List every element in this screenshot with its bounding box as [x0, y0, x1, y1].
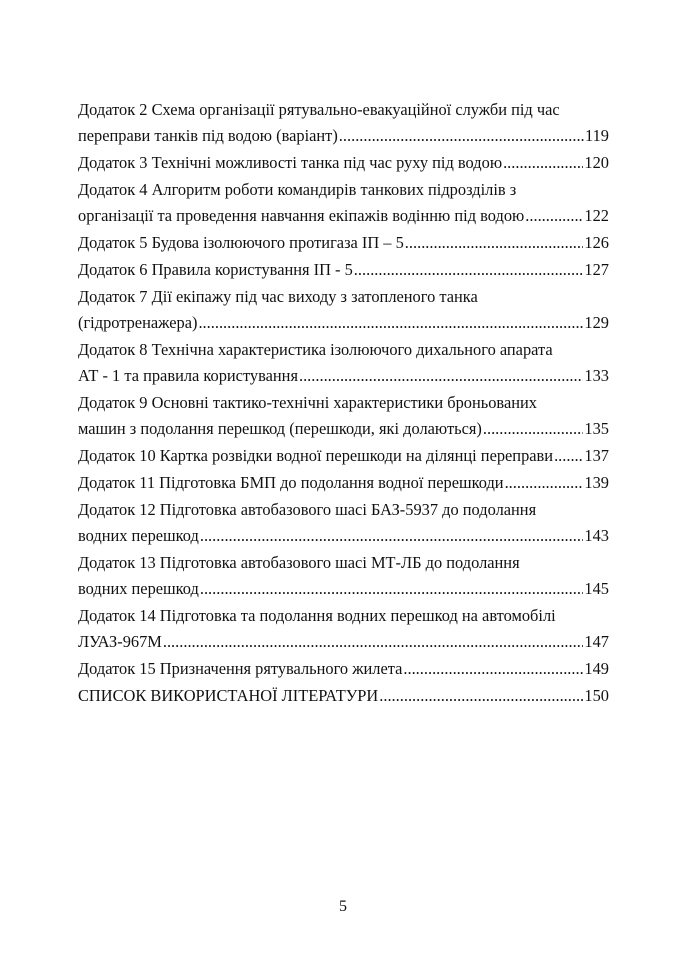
- toc-entry-last-line: [78, 310, 609, 336]
- toc-entry-page: 119: [585, 126, 609, 145]
- toc-entry-last-line: [78, 629, 609, 655]
- toc-entry-page: 139: [584, 473, 609, 492]
- toc-entry-text: організації та проведення навчання екіпажів водінню під водою: [78, 206, 525, 225]
- toc-entry[interactable]: [78, 550, 609, 602]
- toc-entry-last-line: [78, 576, 609, 602]
- toc-entry[interactable]: [78, 656, 609, 682]
- dot-leader: [379, 683, 583, 709]
- toc-entry-last-line: [78, 656, 609, 682]
- toc-entry-text: Додаток 6 Правила користування ІП - 5: [78, 260, 353, 279]
- toc-entry-text: Додаток 2 Схема організації рятувально-евакуаційної служби під час: [78, 100, 560, 119]
- toc-entry-page: 126: [584, 233, 609, 252]
- dot-leader: [554, 443, 583, 469]
- toc-entry-text: водних перешкод: [78, 579, 199, 598]
- toc-entry-text: СПИСОК ВИКОРИСТАНОЇ ЛІТЕРАТУРИ: [78, 686, 379, 705]
- toc-entry-last-line: [78, 230, 609, 256]
- toc-entry[interactable]: [78, 497, 609, 549]
- dot-leader: [405, 230, 584, 256]
- toc-entry[interactable]: [78, 97, 609, 149]
- toc-entry-text: Додаток 8 Технічна характеристика ізолюючого дихального апарата: [78, 340, 553, 359]
- dot-leader: [198, 310, 583, 336]
- table-of-contents: [78, 97, 609, 710]
- toc-entry[interactable]: [78, 177, 609, 229]
- toc-entry-page: 143: [584, 526, 609, 545]
- toc-entry-page: 149: [584, 659, 609, 678]
- toc-entry-page: 137: [584, 446, 609, 465]
- toc-entry-last-line: [78, 470, 609, 496]
- toc-entry[interactable]: [78, 284, 609, 336]
- toc-entry[interactable]: [78, 150, 609, 176]
- toc-entry-page: 135: [584, 419, 609, 438]
- toc-entry-last-line: [78, 257, 609, 283]
- toc-entry[interactable]: [78, 683, 609, 709]
- dot-leader: [299, 363, 583, 389]
- page-number: 5: [339, 898, 347, 915]
- toc-entry-last-line: [78, 443, 609, 469]
- toc-entry[interactable]: [78, 603, 609, 655]
- toc-entry-text: Додаток 4 Алгоритм роботи командирів танкових підрозділів з: [78, 180, 517, 199]
- toc-entry-page: 147: [584, 632, 609, 651]
- toc-entry[interactable]: [78, 470, 609, 496]
- toc-entry-last-line: [78, 416, 609, 442]
- toc-entry-last-line: [78, 683, 609, 709]
- toc-entry-text: АТ - 1 та правила користування: [78, 366, 298, 385]
- toc-entry-page: 150: [584, 686, 609, 705]
- toc-entry-text: Додаток 9 Основні тактико-технічні характеристики броньованих: [78, 393, 537, 412]
- toc-entry[interactable]: [78, 257, 609, 283]
- dot-leader: [339, 123, 584, 149]
- toc-entry-text: водних перешкод: [78, 526, 199, 545]
- dot-leader: [354, 257, 584, 283]
- toc-entry[interactable]: [78, 337, 609, 389]
- toc-entry-text: (гідротренажера): [78, 313, 198, 332]
- toc-entry-text: Додаток 7 Дії екіпажу під час виходу з затопленого танка: [78, 287, 478, 306]
- toc-entry-text: машин з подолання перешкод (перешкоди, які долаються): [78, 419, 482, 438]
- toc-entry[interactable]: [78, 390, 609, 442]
- dot-leader: [483, 416, 584, 442]
- toc-entry-text: Додаток 10 Картка розвідки водної перешкоди на ділянці переправи: [78, 446, 554, 465]
- toc-entry-last-line: [78, 363, 609, 389]
- dot-leader: [403, 656, 583, 682]
- toc-entry-text: Додаток 14 Підготовка та подолання водних перешкод на автомобілі: [78, 606, 556, 625]
- toc-entry-text: Додаток 3 Технічні можливості танка під час руху під водою: [78, 153, 503, 172]
- toc-entry-text: Додаток 13 Підготовка автобазового шасі МТ-ЛБ до подолання: [78, 553, 520, 572]
- toc-entry-last-line: [78, 123, 609, 149]
- toc-entry-page: 133: [584, 366, 609, 385]
- toc-entry[interactable]: [78, 230, 609, 256]
- toc-entry-last-line: [78, 150, 609, 176]
- toc-entry-text: Додаток 11 Підготовка БМП до подолання водної перешкоди: [78, 473, 504, 492]
- toc-entry-text: переправи танків під водою (варіант): [78, 126, 338, 145]
- toc-entry-page: 120: [584, 153, 609, 172]
- dot-leader: [505, 470, 584, 496]
- toc-entry-page: 122: [584, 206, 609, 225]
- toc-entry-page: 127: [584, 260, 609, 279]
- dot-leader: [525, 203, 583, 229]
- toc-entry-last-line: [78, 203, 609, 229]
- toc-entry[interactable]: [78, 443, 609, 469]
- toc-entry-text: ЛУАЗ-967М: [78, 632, 162, 651]
- dot-leader: [163, 629, 584, 655]
- toc-entry-text: Додаток 5 Будова ізолюючого протигаза ІП – 5: [78, 233, 404, 252]
- toc-entry-text: Додаток 12 Підготовка автобазового шасі БАЗ-5937 до подолання: [78, 500, 537, 519]
- toc-entry-page: 145: [584, 579, 609, 598]
- toc-entry-page: 129: [584, 313, 609, 332]
- dot-leader: [503, 150, 583, 176]
- dot-leader: [200, 576, 584, 602]
- toc-entry-last-line: [78, 523, 609, 549]
- toc-entry-text: Додаток 15 Призначення рятувального жилета: [78, 659, 403, 678]
- dot-leader: [200, 523, 584, 549]
